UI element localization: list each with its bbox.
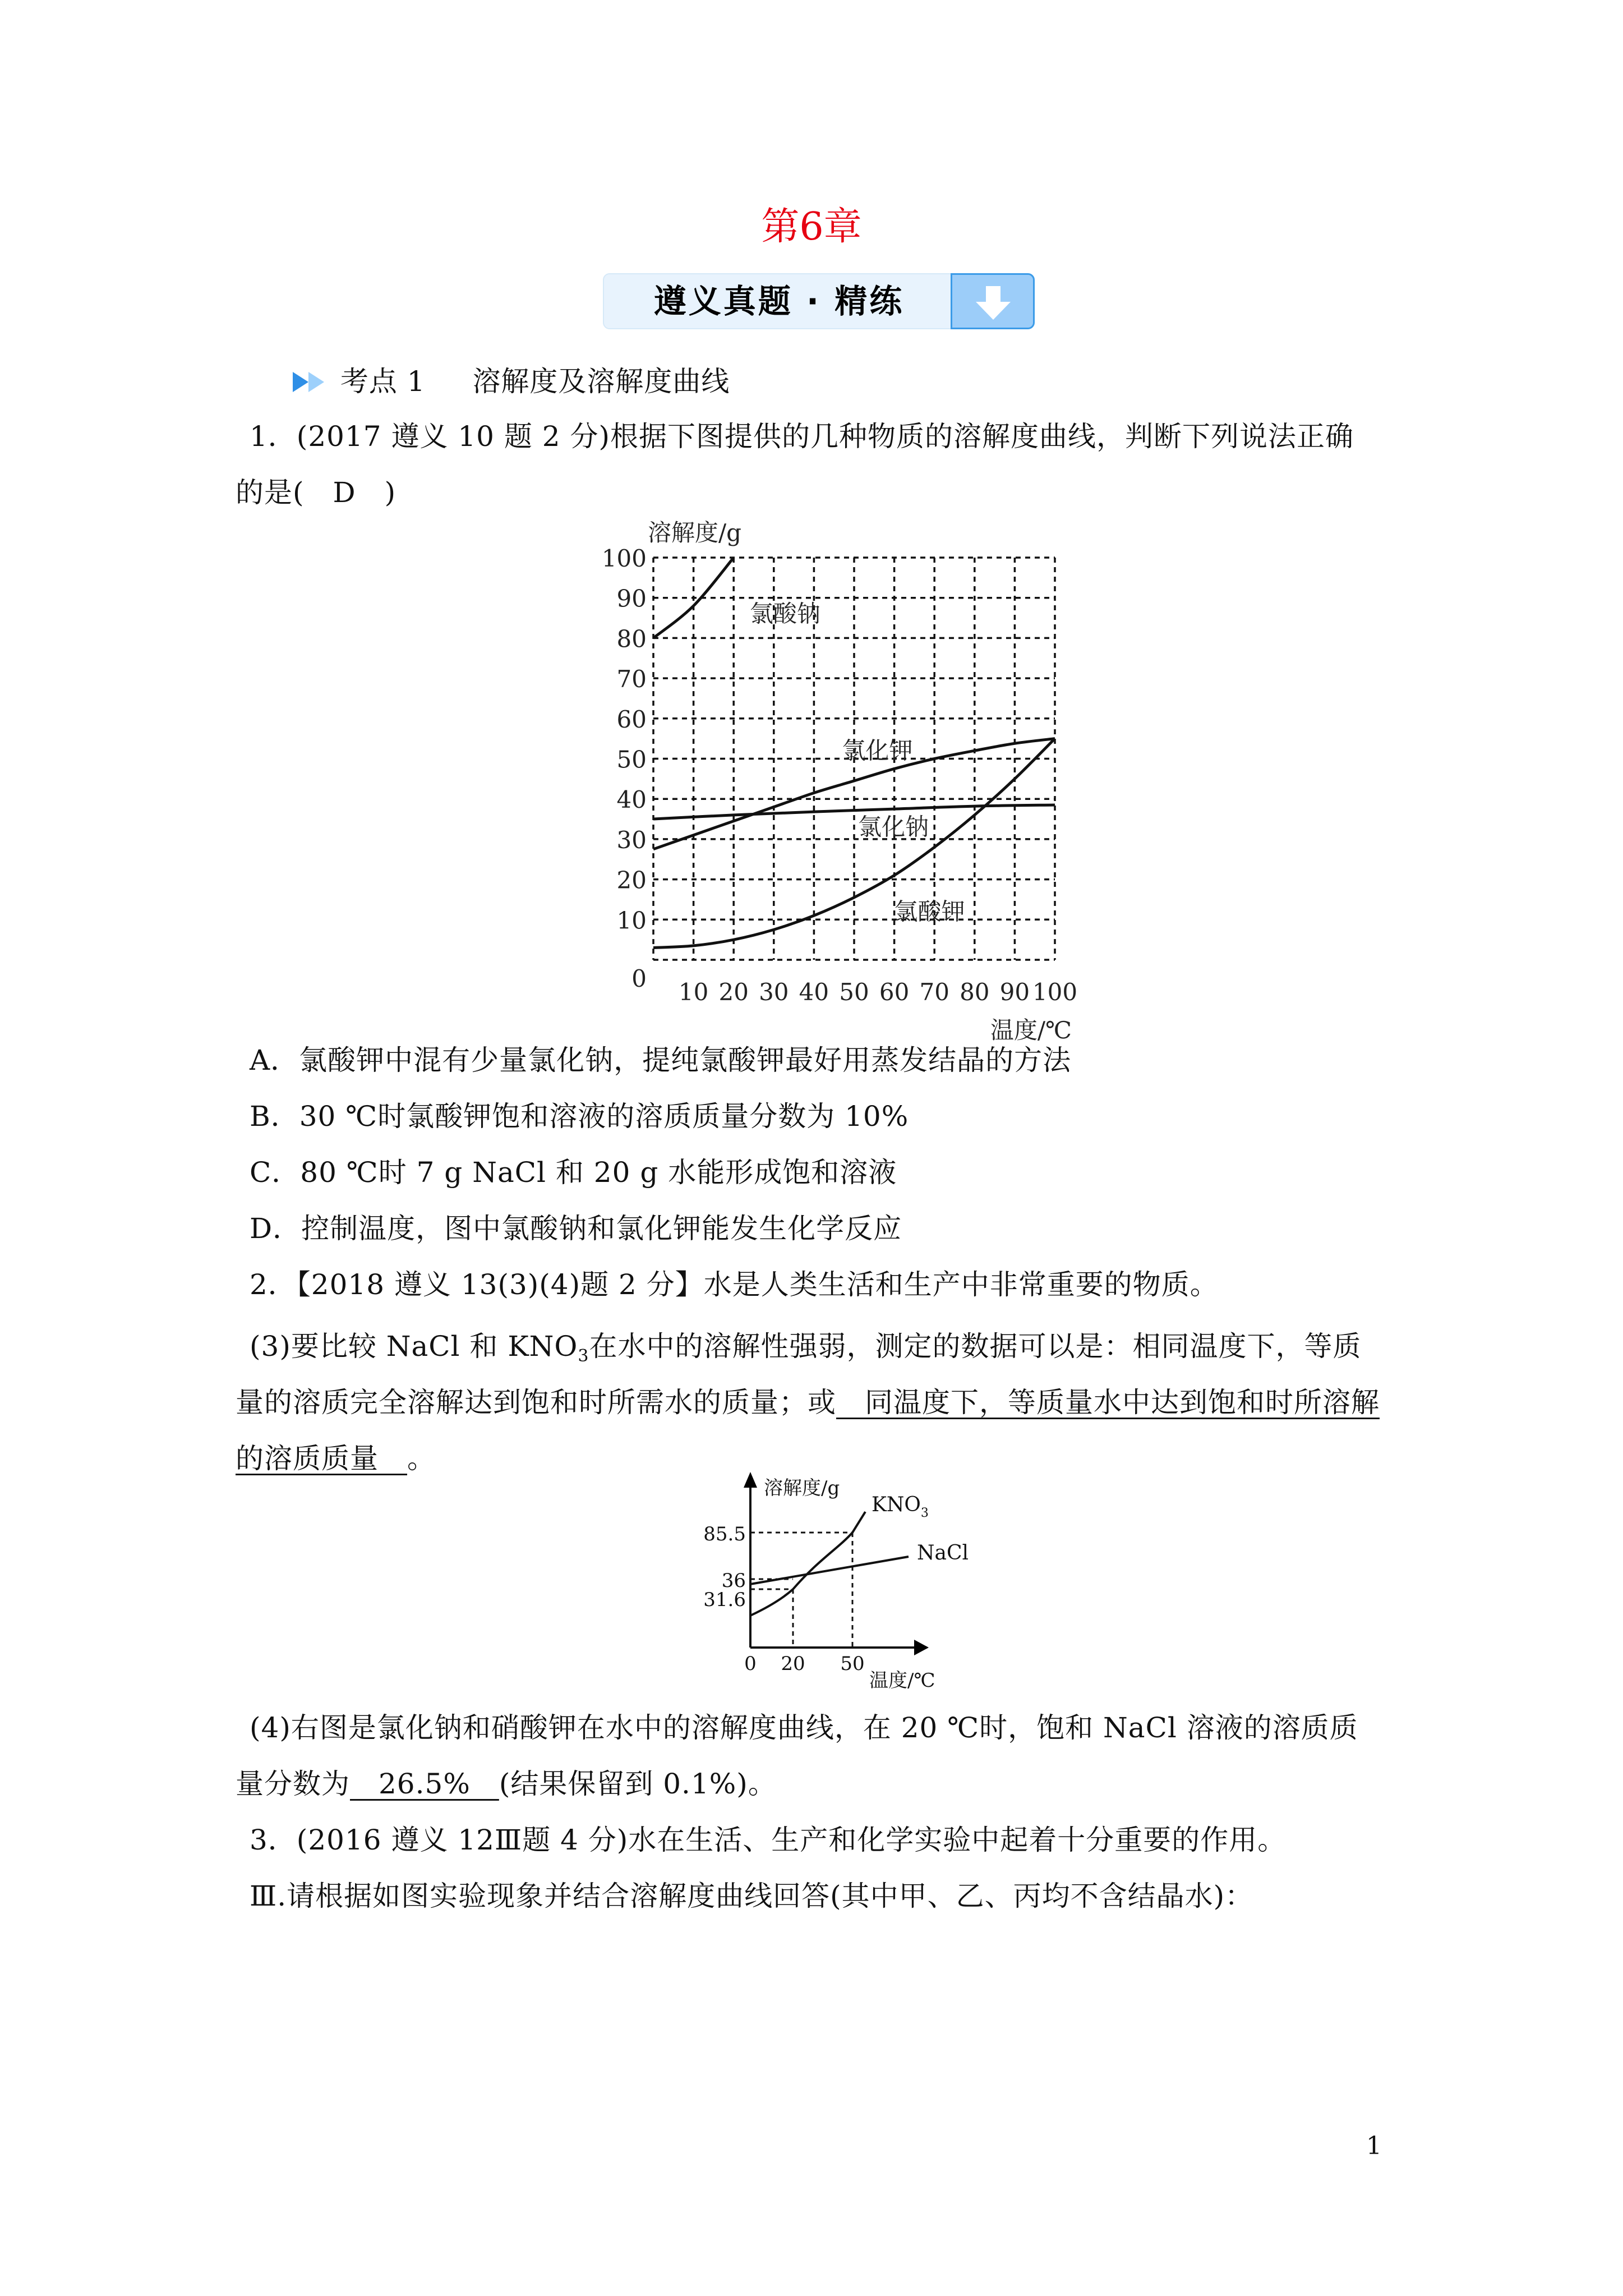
q2-part3-end: 。 <box>407 1442 436 1475</box>
section-title: 溶解度及溶解度曲线 <box>472 365 730 398</box>
chart1-series-label: 氯酸钾 <box>894 898 965 926</box>
q2-part4-line1: (4)右图是氯化钠和硝酸钾在水中的溶解度曲线，在 20 ℃时，饱和 NaCl 溶液的溶质质 <box>250 1711 1358 1744</box>
q2-part4-answer: 26.5% <box>350 1768 499 1800</box>
chart1-xtick-label: 100 <box>1032 978 1078 1006</box>
chart1-series-label: 氯化钠 <box>858 813 929 841</box>
chart1-xtick-label: 30 <box>759 978 789 1006</box>
chart2-ytick-label: 31.6 <box>703 1589 746 1611</box>
q1-line2: 的是( D ) <box>236 476 396 509</box>
chart1-xtick-label: 80 <box>960 978 990 1006</box>
chart1-ytick-label: 30 <box>616 826 647 854</box>
chart1-ytick-label: 10 <box>616 907 647 935</box>
chart2-ytick-label: 36 <box>721 1570 746 1592</box>
q2-part3-subscript: 3 <box>578 1346 589 1366</box>
q2-part4-text-b: (结果保留到 0.1%)。 <box>499 1768 777 1800</box>
q2-part4-text-a: 量分数为 <box>236 1768 350 1800</box>
q2-part3-text-b: 在水中的溶解性强弱，测定的数据可以是：相同温度下，等质 <box>589 1330 1362 1363</box>
chart1-xtick-label: 70 <box>919 978 949 1006</box>
chart1-ytick-label: 60 <box>616 705 647 733</box>
option-b: B．30 ℃时氯酸钾饱和溶液的溶质质量分数为 10% <box>250 1100 909 1133</box>
q3-line2: Ⅲ.请根据如图实验现象并结合溶解度曲线回答(其中甲、乙、丙均不含结晶水)： <box>250 1880 1254 1912</box>
chart1-ytick-label: 0 <box>631 965 647 992</box>
section-label: 考点 1 <box>340 365 426 398</box>
chart1-ytick-label: 100 <box>601 545 647 572</box>
chart1-series-label: 氯酸钠 <box>749 600 820 628</box>
q2-part3-line2-text: 量的溶质完全溶解达到饱和时所需水的质量；或 <box>236 1386 836 1419</box>
option-c: C．80 ℃时 7 g NaCl 和 20 g 水能形成饱和溶液 <box>250 1156 897 1189</box>
page-number: 1 <box>1366 2132 1382 2160</box>
option-a: A．氯酸钾中混有少量氯化钠，提纯氯酸钾最好用蒸发结晶的方法 <box>250 1044 1072 1076</box>
chart2-ytick-label: 85.5 <box>703 1523 746 1545</box>
chart1-xtick-label: 20 <box>718 978 749 1006</box>
chart2-legend-kno3: $KNO_3$ <box>872 1493 929 1520</box>
chart2-xlabel: 温度/℃ <box>869 1669 935 1692</box>
q2-part3-line3 <box>236 1442 436 1475</box>
q2-part3-text-a: (3)要比较 NaCl 和 KNO <box>250 1330 578 1363</box>
q2-part3-answer-1: 同温度下，等质量水中达到饱和时所溶解 <box>836 1386 1380 1419</box>
q2-part3-answer-2: 的溶质质量 <box>236 1442 407 1475</box>
chart1-ylabel: 溶解度/g <box>648 519 742 546</box>
arrow-down-icon <box>974 285 1013 321</box>
q2-part3-line1 <box>250 1329 1362 1373</box>
banner-label: 遵义真题 · 精练 <box>603 273 955 329</box>
q2-line1: 2．【2018 遵义 13(3)(4)题 2 分】水是人类生活和生产中非常重要的物质。 <box>250 1268 1219 1301</box>
chart1-ytick-label: 70 <box>616 665 647 693</box>
section-heading <box>292 365 730 398</box>
chapter-title: 第6章 <box>761 205 862 249</box>
chart2-content <box>703 1472 969 1692</box>
chart1-series-label: 氯化钾 <box>842 737 913 765</box>
banner-arrow-button[interactable] <box>951 273 1035 329</box>
solubility-chart-1 <box>561 516 1099 1044</box>
chart2-xtick-label: 20 <box>781 1653 805 1675</box>
chart1-xlabel: 温度/℃ <box>990 1016 1072 1044</box>
chart2-series-kno3 <box>750 1512 865 1616</box>
option-d: D．控制温度，图中氯酸钠和氯化钾能发生化学反应 <box>250 1212 902 1245</box>
chart1-ytick-label: 40 <box>616 786 647 814</box>
chart1-xtick-label: 90 <box>999 978 1030 1006</box>
q2-part4-line2 <box>236 1767 777 1801</box>
chart1-xtick-label: 10 <box>678 978 709 1006</box>
chart2-y-arrow-icon <box>744 1472 757 1488</box>
chart1-xtick-label: 60 <box>879 978 910 1006</box>
chart2-series-nacl <box>750 1557 909 1584</box>
chart2-legend-nacl: NaCl <box>917 1542 969 1565</box>
q1-line1: 1．(2017 遵义 10 题 2 分)根据下图提供的几种物质的溶解度曲线，判断下列说法正确 <box>250 420 1354 453</box>
q2-part3-line2 <box>236 1386 1380 1419</box>
solubility-chart-2 <box>662 1470 1009 1705</box>
chart1-ytick-label: 90 <box>616 585 647 613</box>
section-banner <box>603 273 1035 329</box>
chart1-ytick-label: 20 <box>616 866 647 894</box>
chart1-ytick-label: 80 <box>616 625 647 653</box>
q3-line1: 3．(2016 遵义 12Ⅲ题 4 分)水在生活、生产和化学实验中起着十分重要的作用。 <box>250 1824 1287 1856</box>
double-triangle-right-icon <box>292 370 331 394</box>
chart2-ylabel: 溶解度/g <box>764 1477 840 1499</box>
chart1-ytick-label: 50 <box>616 746 647 774</box>
chart1-xtick-label: 40 <box>799 978 829 1006</box>
chart2-xtick-label: 0 <box>744 1653 757 1675</box>
chart2-xtick-label: 50 <box>840 1653 865 1675</box>
chart1-xtick-label: 50 <box>839 978 869 1006</box>
chart2-x-arrow-icon <box>914 1640 929 1655</box>
